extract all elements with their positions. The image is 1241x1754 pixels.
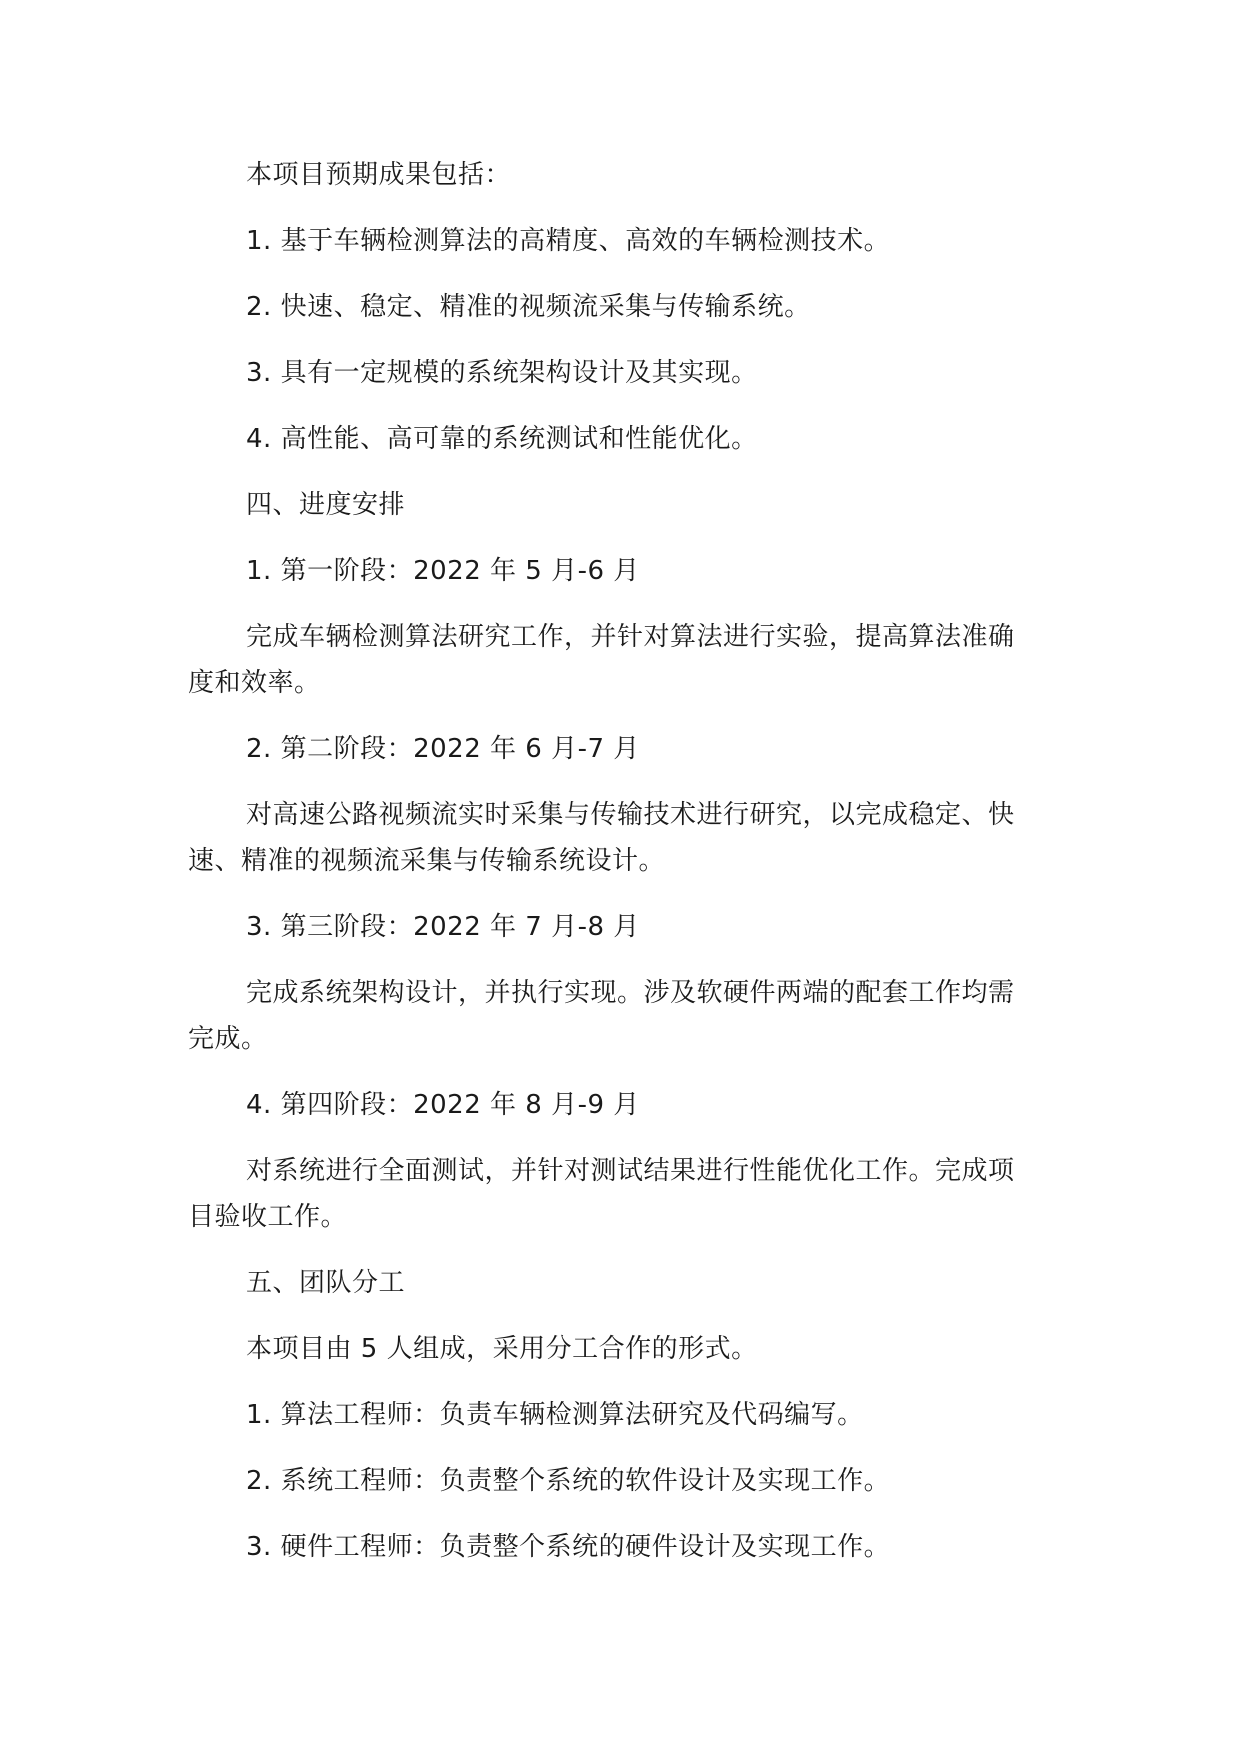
paragraph-result-4: 4. 高性能、高可靠的系统测试和性能优化。: [246, 424, 758, 454]
section-heading-team: 五、团队分工: [246, 1268, 406, 1298]
team-role-hardware-engineer: 3. 硬件工程师：负责整个系统的硬件设计及实现工作。: [246, 1532, 891, 1562]
team-intro: 本项目由 5 人组成，采用分工合作的形式。: [246, 1334, 758, 1364]
schedule-stage-2-title: 2. 第二阶段：2022 年 6 月-7 月: [246, 734, 640, 764]
paragraph-result-2: 2. 快速、稳定、精准的视频流采集与传输系统。: [246, 292, 811, 322]
schedule-stage-4-desc: 对系统进行全面测试，并针对测试结果进行性能优化工作。完成项目验收工作。: [188, 1156, 1015, 1232]
team-role-system-engineer: 2. 系统工程师：负责整个系统的软件设计及实现工作。: [246, 1466, 891, 1496]
schedule-stage-3-title: 3. 第三阶段：2022 年 7 月-8 月: [246, 912, 640, 942]
document-body: [188, 152, 1040, 1570]
section-heading-schedule: 四、进度安排: [246, 490, 406, 520]
schedule-stage-2-desc: 对高速公路视频流实时采集与传输技术进行研究，以完成稳定、快速、精准的视频流采集与传输系统设计。: [188, 800, 1015, 876]
schedule-stage-1-desc: 完成车辆检测算法研究工作，并针对算法进行实验，提高算法准确度和效率。: [188, 622, 1015, 698]
team-role-algorithm-engineer: 1. 算法工程师：负责车辆检测算法研究及代码编写。: [246, 1400, 864, 1430]
paragraph-result-1: 1. 基于车辆检测算法的高精度、高效的车辆检测技术。: [246, 226, 891, 256]
schedule-stage-3-desc: 完成系统架构设计，并执行实现。涉及软硬件两端的配套工作均需完成。: [188, 978, 1015, 1054]
paragraph-result-3: 3. 具有一定规模的系统架构设计及其实现。: [246, 358, 758, 388]
schedule-stage-4-title: 4. 第四阶段：2022 年 8 月-9 月: [246, 1090, 640, 1120]
schedule-stage-1-title: 1. 第一阶段：2022 年 5 月-6 月: [246, 556, 640, 586]
paragraph-expected-results-intro: 本项目预期成果包括：: [246, 160, 512, 190]
